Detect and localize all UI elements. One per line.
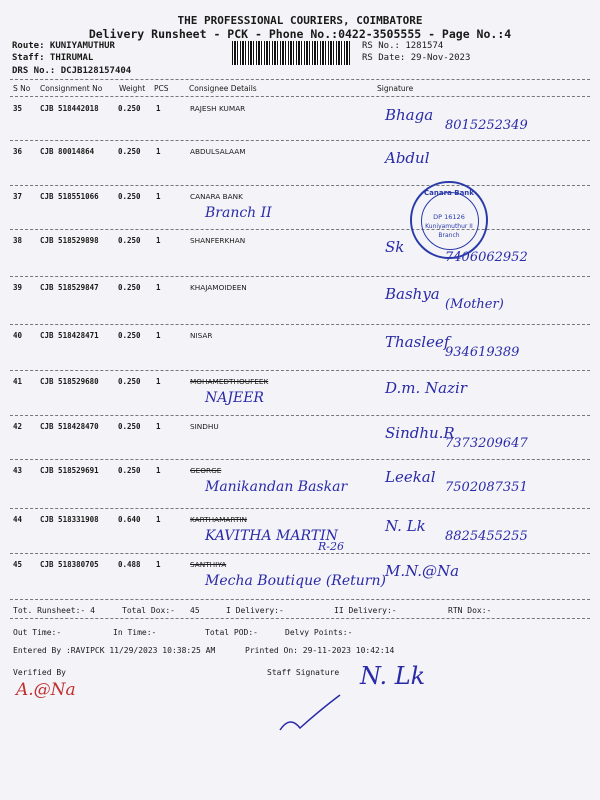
row-divider (10, 459, 590, 460)
row-pcs: 1 (156, 515, 161, 524)
row-consignee: CANARA BANK (190, 192, 243, 201)
row-consignment-no: CJB 518529691 (40, 466, 99, 475)
row-weight: 0.250 (118, 466, 141, 475)
col-pcs: PCS (154, 84, 169, 93)
col-consignment: Consignment No (40, 84, 103, 93)
col-weight: Weight (119, 84, 146, 93)
in-time: In Time:- (113, 628, 157, 637)
row-handwritten-name: NAJEER (205, 390, 264, 406)
row-weight: 0.640 (118, 515, 141, 524)
row-weight: 0.250 (118, 422, 141, 431)
row-consignee: KARTHAMARTIN (190, 515, 248, 524)
row-consignment-no: CJB 80014864 (40, 147, 95, 156)
row-pcs: 1 (156, 283, 161, 292)
printed-on: Printed On: 29-11-2023 10:42:14 (245, 646, 395, 655)
row-weight: 0.250 (118, 192, 141, 201)
col-sno: S No (13, 84, 31, 93)
row-consignee: SHANFERKHAN (190, 236, 246, 245)
row-pcs: 1 (156, 236, 161, 245)
row-weight: 0.250 (118, 377, 141, 386)
verified-by-label: Verified By (13, 668, 66, 677)
staff-label: Staff: THIRUMAL (12, 53, 94, 63)
row-consignee: SANTHIYA (190, 560, 227, 569)
total-runsheet: Tot. Runsheet:- 4 (13, 606, 95, 615)
row-consignment-no: CJB 518529898 (40, 236, 99, 245)
row-consignment-no: CJB 518331908 (40, 515, 99, 524)
row-consignment-no: CJB 518529680 (40, 377, 99, 386)
row-consignee: GEORGE (190, 466, 222, 475)
row-sno: 40 (13, 331, 23, 340)
delvy-points: Delvy Points:- (285, 628, 353, 637)
row-weight: 0.488 (118, 560, 141, 569)
row-phone: (Mother) (445, 297, 504, 312)
drs-label: DRS No.: DCJB128157404 (12, 66, 132, 76)
totals-bottom-divider (10, 618, 590, 619)
row-divider (10, 370, 590, 371)
row-signature: M.N.@Na (385, 562, 460, 580)
row-sno: 36 (13, 147, 23, 156)
row-phone: 934619389 (445, 345, 520, 360)
total-dox-value: 45 (190, 606, 200, 615)
row-pcs: 1 (156, 104, 161, 113)
staff-signature: N. Lk (360, 662, 426, 690)
staff-signature-label: Staff Signature (267, 668, 340, 677)
row-divider (10, 508, 590, 509)
row-consignment-no: CJB 518428471 (40, 331, 99, 340)
row-signature: Thasleef (385, 333, 450, 351)
row-signature: D.m. Nazir (385, 379, 467, 397)
col-consignee: Consignee Details (189, 84, 257, 93)
row-signature: Leekal (385, 468, 436, 486)
row-handwritten-name: Mecha Boutique (Return) (205, 573, 386, 589)
row-pcs: 1 (156, 192, 161, 201)
bank-stamp: Canara Bank DP 16126 Kuniyamuthur II Branch (410, 181, 488, 259)
row-divider (10, 324, 590, 325)
totals-divider (10, 599, 590, 600)
row-sno: 38 (13, 236, 23, 245)
row-weight: 0.250 (118, 147, 141, 156)
row-signature: Bhaga (385, 106, 434, 124)
row-sno: 44 (13, 515, 23, 524)
row-handwritten-name: Branch II (205, 205, 272, 221)
rtn-dox: RTN Dox:- (448, 606, 492, 615)
verified-signature: A.@Na (16, 680, 76, 700)
row-divider (10, 553, 590, 554)
row-phone: 8825455255 (445, 529, 528, 544)
row-sno: 41 (13, 377, 23, 386)
row-consignment-no: CJB 518529847 (40, 283, 99, 292)
row-consignee: RAJESH KUMAR (190, 104, 246, 113)
i-delivery: I Delivery:- (226, 606, 284, 615)
row-pcs: 1 (156, 466, 161, 475)
row-signature: Bashya (385, 285, 440, 303)
staff-signature-flourish (270, 690, 350, 740)
row-consignee: MOHAMEDTHOUFEEK (190, 377, 269, 386)
row-phone: 8015252349 (445, 118, 528, 133)
row-pcs: 1 (156, 331, 161, 340)
runsheet-subtitle: Delivery Runsheet - PCK - Phone No.:0422-3505555 - Page No.:4 (88, 27, 512, 41)
row-sno: 45 (13, 560, 23, 569)
row-consignee: ABDULSALAAM (190, 147, 246, 156)
route-label: Route: KUNIYAMUTHUR (12, 41, 115, 51)
row-signature: Sindhu.R (385, 424, 455, 442)
row-divider (10, 229, 590, 230)
row-consignment-no: CJB 518380705 (40, 560, 99, 569)
row-sno: 42 (13, 422, 23, 431)
row-weight: 0.250 (118, 104, 141, 113)
rs-no: RS No.: 1281574 (362, 41, 444, 51)
row-handwritten-name: KAVITHA MARTIN (205, 528, 338, 544)
row-divider (10, 415, 590, 416)
total-dox-label: Total Dox:- (122, 606, 175, 615)
row-consignment-no: CJB 518442018 (40, 104, 99, 113)
row-weight: 0.250 (118, 283, 141, 292)
entered-by: Entered By :RAVIPCK 11/29/2023 10:38:25 AM (13, 646, 216, 655)
row-signature: Sk (385, 238, 405, 256)
row-weight: 0.250 (118, 331, 141, 340)
row-pcs: 1 (156, 422, 161, 431)
row-pcs: 1 (156, 377, 161, 386)
row-consignee: NISAR (190, 331, 213, 340)
row-consignment-no: CJB 518551066 (40, 192, 99, 201)
row-sno: 37 (13, 192, 23, 201)
barcode (232, 41, 350, 65)
row-sno: 39 (13, 283, 23, 292)
row-consignee: KHAJAMOIDEEN (190, 283, 247, 292)
row-divider (10, 276, 590, 277)
row-consignment-no: CJB 518428470 (40, 422, 99, 431)
row-handwritten-name: Manikandan Baskar (205, 479, 348, 495)
row-divider (10, 140, 590, 141)
header-bottom-divider (10, 96, 590, 97)
total-pod: Total POD:- (205, 628, 258, 637)
ii-delivery: II Delivery:- (334, 606, 397, 615)
col-signature: Signature (377, 84, 414, 93)
row-signature: N. Lk (385, 517, 426, 535)
row-handwritten-extra: R-26 (318, 540, 344, 553)
row-sno: 43 (13, 466, 23, 475)
row-pcs: 1 (156, 560, 161, 569)
row-phone: 7502087351 (445, 480, 528, 495)
row-consignee: SINDHU (190, 422, 219, 431)
row-divider (10, 185, 590, 186)
row-pcs: 1 (156, 147, 161, 156)
row-phone: 7406062952 (445, 250, 528, 265)
row-sno: 35 (13, 104, 23, 113)
company-title: THE PROFESSIONAL COURIERS, COIMBATORE (177, 14, 423, 27)
out-time: Out Time:- (13, 628, 62, 637)
row-weight: 0.250 (118, 236, 141, 245)
rs-date: RS Date: 29-Nov-2023 (362, 53, 471, 63)
header-top-divider (10, 79, 590, 80)
row-phone: 7373209647 (445, 436, 528, 451)
row-signature: Abdul (385, 149, 430, 167)
